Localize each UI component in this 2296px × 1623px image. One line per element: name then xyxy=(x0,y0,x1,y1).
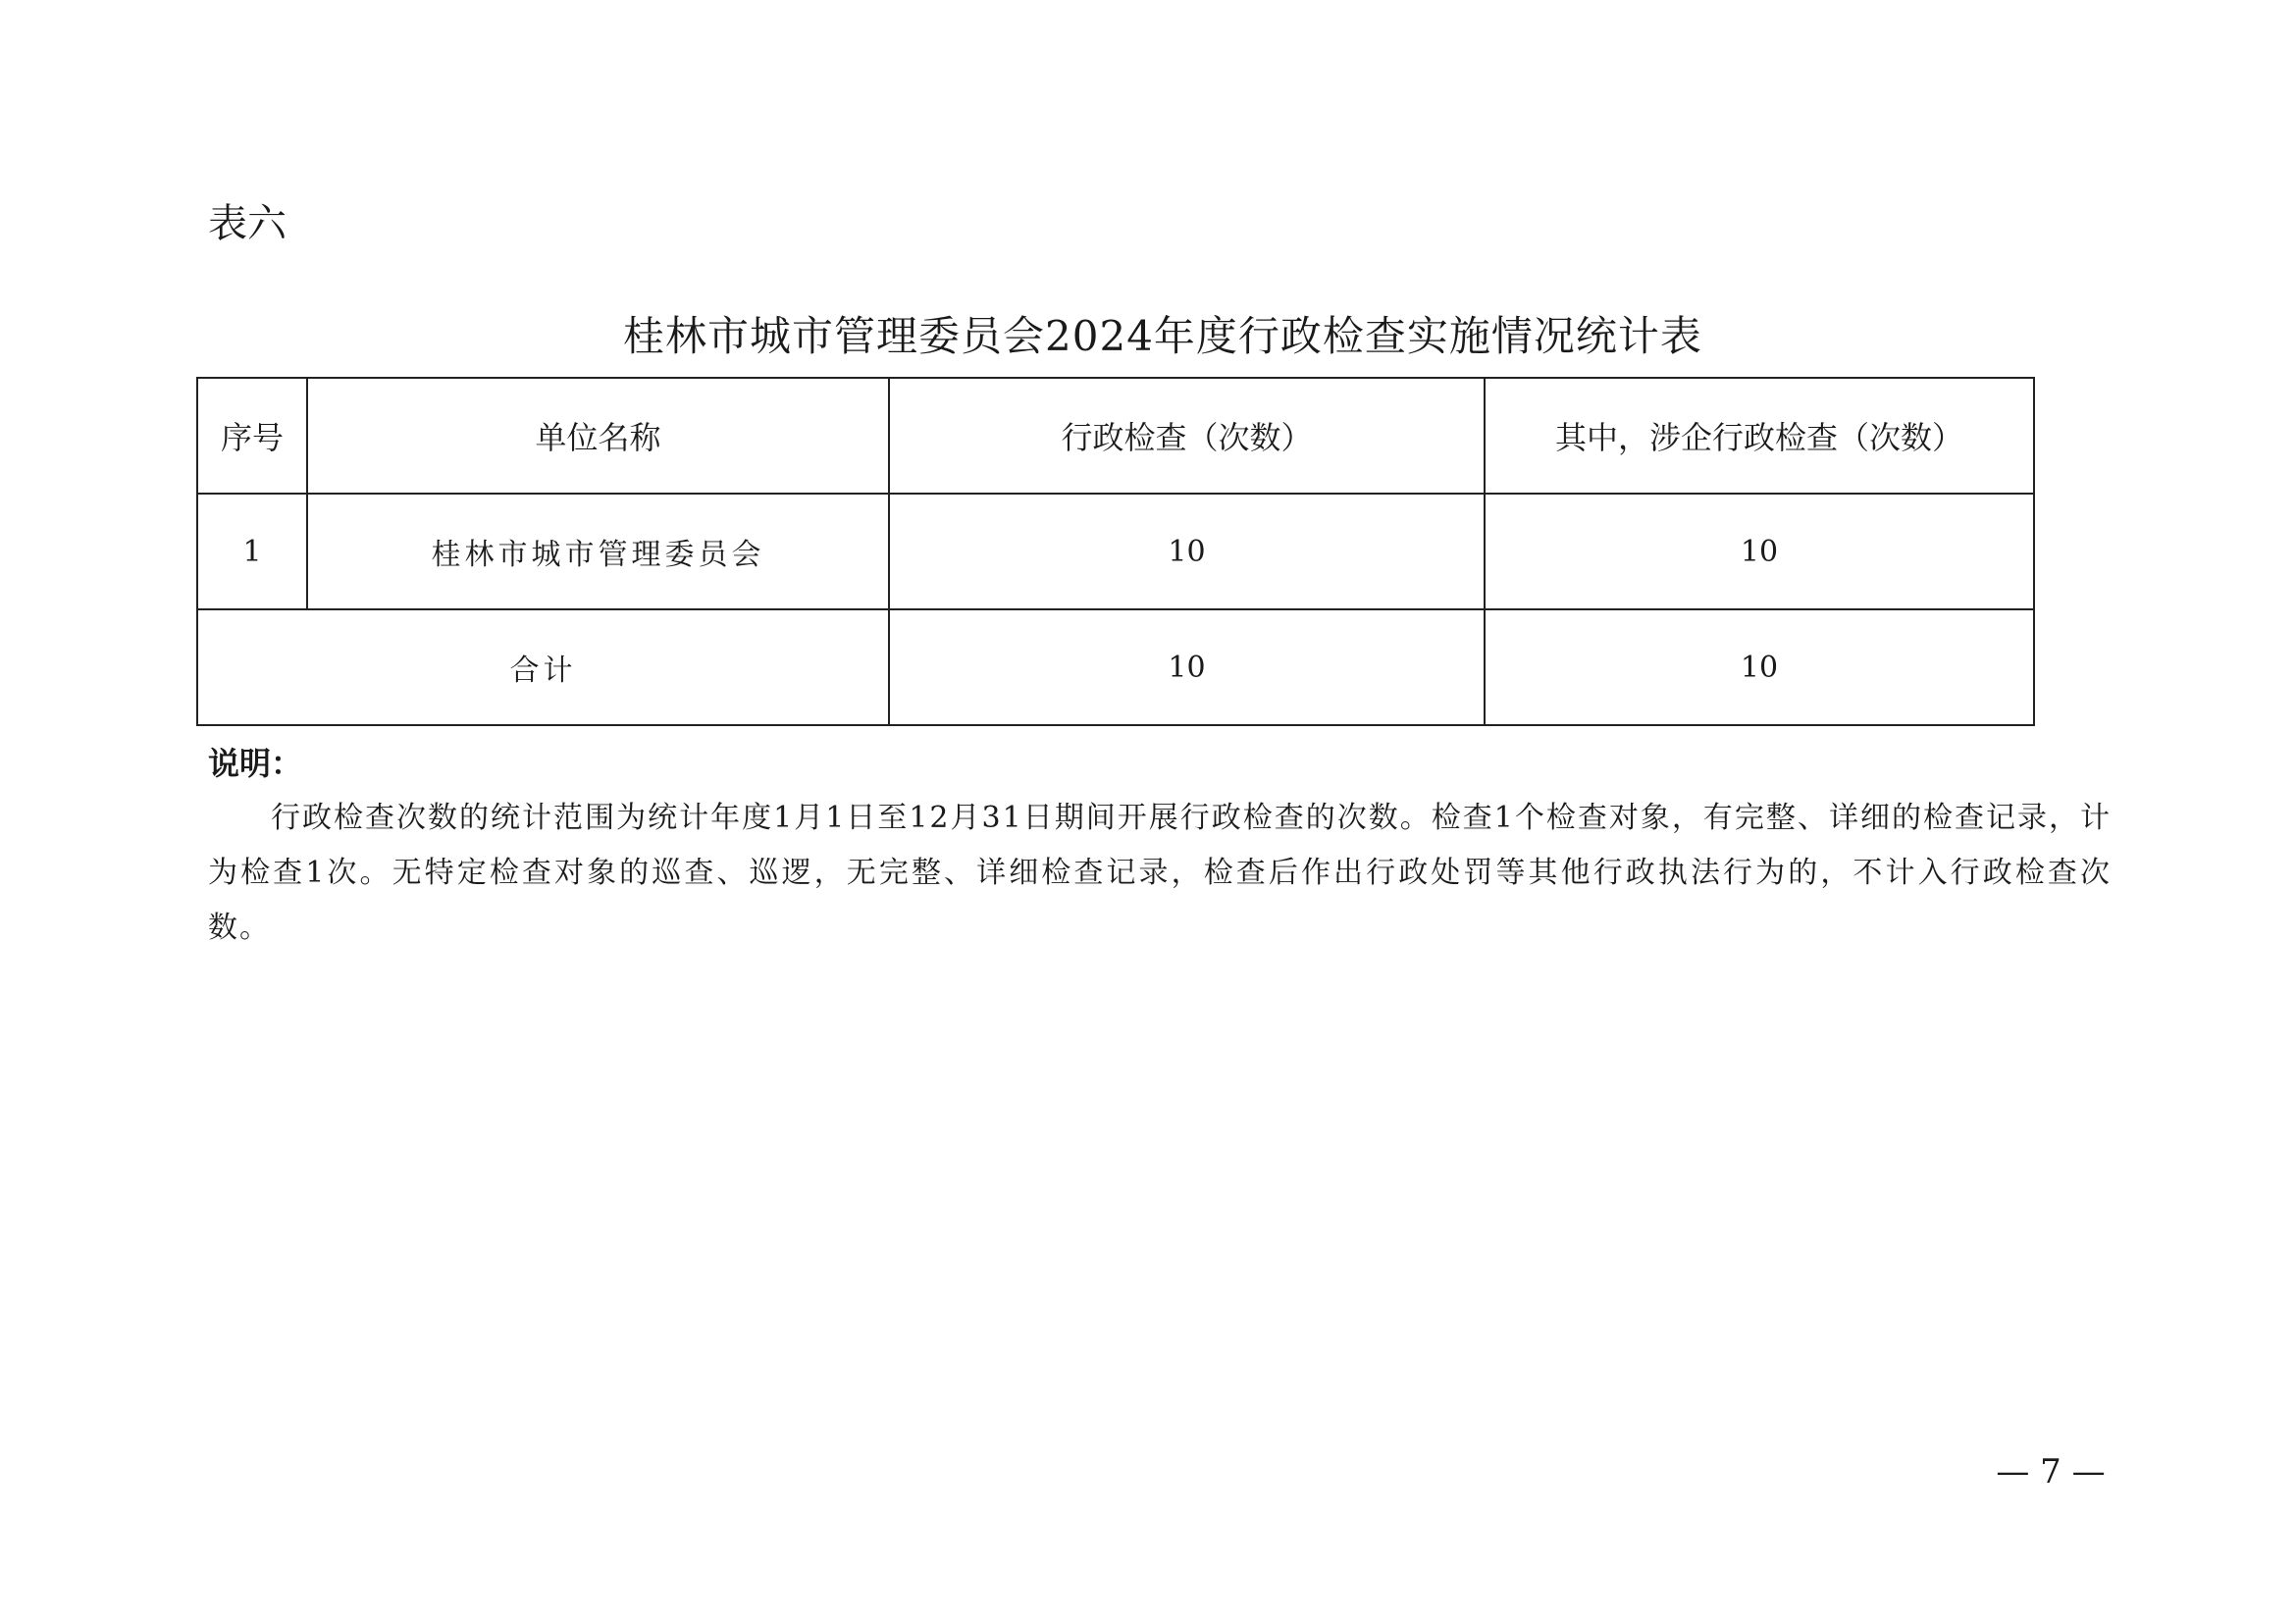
header-unit-name: 单位名称 xyxy=(307,378,889,494)
row-index: 1 xyxy=(197,494,307,609)
header-enterprise-inspections: 其中，涉企行政检查（次数） xyxy=(1485,378,2034,494)
document-title: 桂林市城市管理委员会2024年度行政检查实施情况统计表 xyxy=(623,312,1702,360)
header-inspections: 行政检查（次数） xyxy=(889,378,1485,494)
total-enterprise-inspections: 10 xyxy=(1485,609,2034,725)
total-label: 合计 xyxy=(197,609,889,725)
row-unit-name: 桂林市城市管理委员会 xyxy=(307,494,889,609)
total-row xyxy=(197,609,2034,725)
statistics-table xyxy=(196,377,2035,726)
header-index: 序号 xyxy=(197,378,307,494)
total-inspections: 10 xyxy=(889,609,1485,725)
notes-body: 行政检查次数的统计范围为统计年度1月1日至12月31日期间开展行政检查的次数。检查1个检查对象，有完整、详细的检查记录，计为检查1次。无特定检查对象的巡查、巡逻，无完整、详细检查记录，检查后作出行政处罚等其他行政执法行为的，不计入行政检查次数。 xyxy=(208,801,2112,945)
row-enterprise-inspections: 10 xyxy=(1485,494,2034,609)
table-row xyxy=(197,494,2034,609)
page-number: — 7 — xyxy=(1996,1452,2106,1492)
notes-heading: 说明： xyxy=(208,745,303,782)
row-inspections: 10 xyxy=(889,494,1485,609)
table-header-row xyxy=(197,378,2034,494)
table-label: 表六 xyxy=(208,201,287,246)
